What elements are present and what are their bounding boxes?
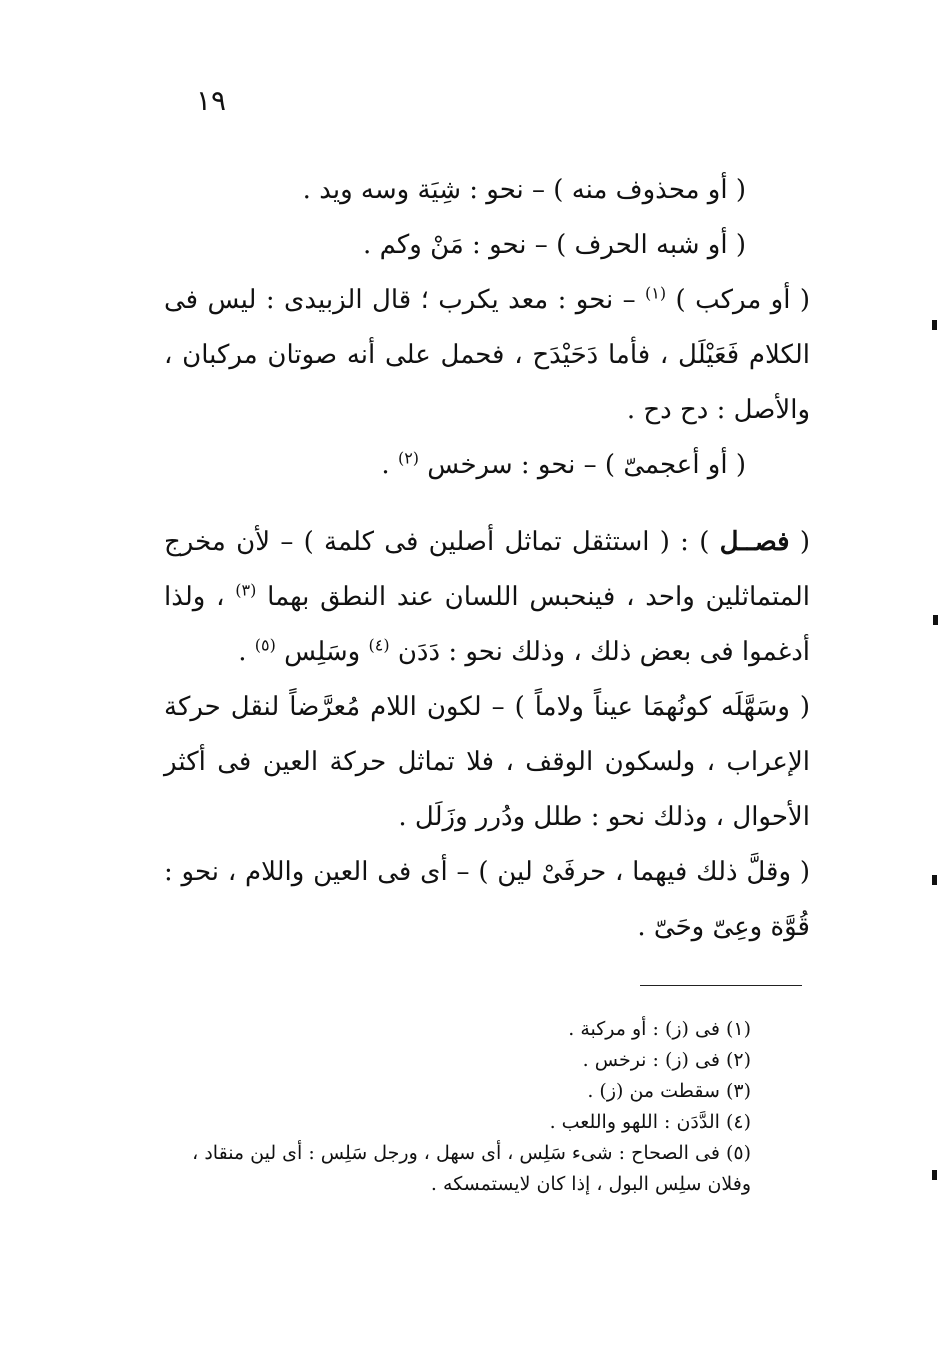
text-line: ( أو محذوف منه ) – نحو : شِيَة وسه ويد . bbox=[302, 175, 746, 205]
text-paragraph bbox=[164, 515, 810, 680]
footnote-ref: (٥) bbox=[254, 635, 276, 655]
text-span: ( bbox=[789, 527, 810, 557]
text-paragraph: ( وسَهَّلَه كونُهمَا عيناً ولاماً ) – لكون اللام مُعرَّضاً لنقل حركة الإعراب ، ولسكون الوقف ، فلا تماثل حركة العين فى أكثر الأحوال ، وذلك نحو : طلل ودُرر وزَلَل . bbox=[164, 692, 810, 832]
main-text-section-1 bbox=[164, 163, 810, 493]
footnote-ref: (٢) bbox=[397, 448, 420, 468]
scan-edge-mark bbox=[932, 1170, 937, 1180]
text-line: ( أو شبه الحرف ) – نحو : مَنْ وكم . bbox=[363, 230, 746, 260]
main-text-section-2 bbox=[164, 515, 810, 955]
footnote: (٤) الدَّدَن : اللهو واللعب . bbox=[549, 1111, 751, 1133]
text-span: ( أو أعجمىّ ) – نحو : سرخس bbox=[419, 450, 746, 480]
footnote-separator bbox=[640, 985, 802, 986]
text-line bbox=[164, 438, 810, 493]
footnote: (٢) فى (ز) : نرخس . bbox=[582, 1049, 751, 1071]
section-heading: فصــل bbox=[719, 527, 790, 557]
text-span: ( أو مركب ) bbox=[666, 285, 811, 315]
scan-edge-mark bbox=[933, 615, 938, 625]
text-span: . bbox=[381, 450, 398, 480]
text-paragraph bbox=[164, 273, 810, 438]
text-paragraph: ( وقلَّ ذلك فيهما ، حرفَىْ لين ) – أى فى العين واللام ، نحو : قُوَّة وعِىّ وحَىّ . bbox=[164, 857, 810, 942]
page-number: ١٩ bbox=[196, 84, 227, 117]
text-span: وسَلِس bbox=[275, 637, 369, 667]
text-span: ، ولذا أدغموا فى بعض ذلك ، وذلك نحو : دَدَن bbox=[164, 582, 810, 667]
footnote-ref: (١) bbox=[645, 283, 667, 303]
footnote-ref: (٣) bbox=[235, 580, 257, 600]
footnote-ref: (٤) bbox=[368, 635, 390, 655]
text-span: . bbox=[238, 637, 255, 667]
text-span: – نحو : معد يكرب ؛ قال الزبيدى : ليس فى الكلام فَعَيْلَل ، فأما دَحَيْدَح ، فحمل على أنه صوتان مركبان ، والأصل : دح دح . bbox=[164, 285, 810, 425]
text-span: ) : ( استثقل تماثل أصلين فى كلمة ) – لأن مخرج المتماثلين واحد ، فينحبس اللسان عند النطق بهما bbox=[164, 527, 810, 612]
footnote: (٣) سقطت من (ز) . bbox=[587, 1080, 751, 1102]
footnote: (١) فى (ز) : أو مركبة . bbox=[568, 1018, 751, 1040]
scan-edge-mark bbox=[932, 875, 937, 885]
footnote: (٥) فى الصحاح : شىء سَلِس ، أى سهل ، ورجل سَلِس : أى لين منقاد ، وفلان سلِس البول ، إذا كان لايستمسكه . bbox=[192, 1142, 751, 1195]
scan-edge-mark bbox=[932, 320, 937, 330]
footnotes bbox=[156, 1014, 811, 1200]
